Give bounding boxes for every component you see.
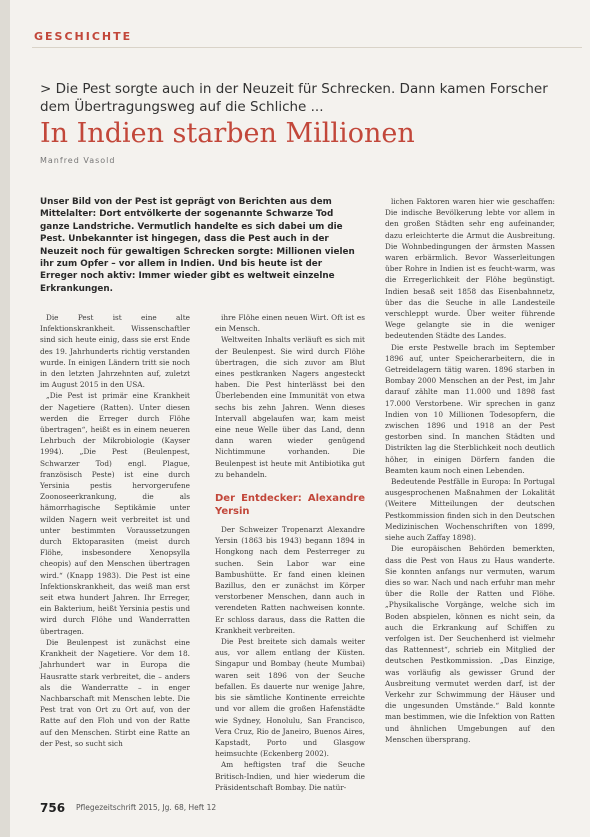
paragraph: Die Pest breitete sich damals weiter aus, vor allem entlang der Küsten. Singapur und Bombay (heute Mumbai) waren seit 1896 von der Seuche befallen. Es dauerte nur wenige Jahre, bis sie sämtliche Kontinente erreichte und vor allem die großen Hafenstädte wie Sydney, Honolulu, San Francisco, Vera Cruz, Rio de Janeiro, Buenos Aires, Kapstadt, Porto und Glasgow heimsuchte (Eckenberg 2002). — [215, 637, 365, 759]
lead-paragraph: Unser Bild von der Pest ist geprägt von Berichten aus dem Mittelalter: Dort entvölkerte der sogenannte Schwarze Tod ganze Landstriche. Vermutlich handelte es sich dabei um die Pest. Unbekannter ist hingegen, dass die Pest auch in der Neuzeit noch für gewaltigen Schrecken sorgte: Millionen vielen ihr zum Opfer – vor allem in Indien. Und bis heute ist der Erreger noch aktiv: Immer wieder gibt es weltweit einzelne Erkrankungen. — [40, 197, 355, 294]
paragraph: „Die Pest ist primär eine Krankheit der Nagetiere (Ratten). Unter diesen werden die Erreger durch Flöhe übertragen“, heißt es in einem neueren Lehrbuch der Mikrobiologie (Kayser 1994). „Die Pest (Beulenpest, Schwarzer Tod) engl. Plague, französisch Peste) ist eine durch Yersinia pestis hervorgerufene Zoonoseerkrankung, die als hämorrhagische Septikämie unter wilden Nagern weit verbreitet ist und unter bestimmten Voraussetzungen durch Ektoparasiten (meist durch Flöhe, insbesondere Xenopsylla cheopis) auf den Menschen übertragen wird.“ (Knapp 1983). Die Pest ist eine Infektionskrankheit, das weiß man erst seit etwa hundert Jahren. Ihr Erreger, ein Bakterium, heißt Yersinia pestis und wird durch Flöhe und Wanderratten übertragen. — [40, 391, 190, 636]
page-footer — [40, 801, 560, 817]
paragraph: Bedeutende Pestfälle in Europa: In Portugal ausgesprochenen Maßnahmen der Lokalität (Weitere Mitteilungen der deutschen Pestkommission finden sich in den Deutschen Medizinischen Wochenschriften von 1899, siehe auch Zaffay 1898). — [385, 477, 555, 543]
body-column-2 — [215, 312, 365, 793]
body-column-3 — [385, 196, 555, 745]
article-headline: In Indien starben Millionen — [40, 118, 415, 149]
page-gutter — [0, 0, 10, 837]
subheading: Der Entdecker: Alexandre Yersin — [215, 493, 365, 518]
footer-source: Pflegezeitschrift 2015, Jg. 68, Heft 12 — [76, 803, 217, 812]
teaser-text: > Die Pest sorgte auch in der Neuzeit für Schrecken. Dann kamen Forscher dem Übertragungsweg auf die Schliche ... — [40, 81, 548, 115]
section-label: GESCHICHTE — [34, 30, 133, 43]
paragraph: Der Schweizer Tropenarzt Alexandre Yersin (1863 bis 1943) begann 1894 in Hongkong nach dem Pesterreger zu suchen. Sein Labor war eine Bambushütte. Er fand einen kleinen Bazillus, den er zunächst im Körper verstorbener Menschen, dann auch in verendeten Ratten nachweisen konnte. Er schloss daraus, dass die Ratten die Krankheit verbreiten. — [215, 525, 365, 635]
body-column-1 — [40, 312, 190, 749]
paragraph: Die europäischen Behörden bemerkten, dass die Pest von Haus zu Haus wanderte. Sie konnten anfangs nur vermuten, warum dies so war. Nach und nach erfuhr man mehr über die Rolle der Ratten und Flöhe. „Physikalische Vorgänge, welche sich im Boden abspielen, können es nicht sein, da auch die Erkrankung auf Schiffen zu verfolgen ist. Der Seuchenherd ist vielmehr das Rattennest“, schrieb ein Mitglied der deutschen Pestkommission. „Das Einzige, was vorläufig als gewisser Grund der Ausbreitung vermutet werden darf, ist der Verkehr zur Schwimmung der Häuser und die ungesunden Umstände.“ Bald konnte man bestimmen, wie die Infektion von Ratten und ähnlichen Umgebungen auf den Menschen übersprang. — [385, 544, 555, 744]
paragraph: Weltweiten Inhalts verläuft es sich mit der Beulenpest. Sie wird durch Flöhe übertragen, die sich zuvor am Blut eines pestkranken Nagers angesteckt haben. Die Pest hinterlässt bei den Überlebenden eine Immunität von etwa sechs bis zehn Jahren. Wenn dieses Intervall abgelaufen war, kam meist eine neue Welle über das Land, denn dann waren wieder genügend Nichtimmune vorhanden. Die Beulenpest ist heute mit Antibiotika gut zu behandeln. — [215, 335, 365, 479]
paragraph: Die erste Pestwelle brach im September 1896 auf, unter Speicherarbeitern, die in Getreidelagern tätig waren. 1896 starben in Bombay 2000 Menschen an der Pest, im Jahr darauf zählte man 11.000 und 1898 fast 17.000 Verstorbene. Wir sprechen in ganz Indien von 10 Millionen Todesopfern, die zwischen 1896 und 1918 an der Pest gestorben sind. In manchen Städten und Distrikten lag die Sterblichkeit noch deutlich höher, in einigen Dörfern fanden die Beamten kaum noch einen Lebenden. — [385, 342, 555, 475]
paragraph: ihre Flöhe einen neuen Wirt. Oft ist es ein Mensch. — [215, 313, 365, 334]
page-number: 756 — [40, 801, 66, 815]
paragraph: Die Pest ist eine alte Infektionskrankheit. Wissenschaftler sind sich heute einig, dass sie erst Ende des 19. Jahrhunderts richtig verstanden wurde. In einigen Ländern tritt sie noch in den letzten Jahrzehnten auf, zuletzt im August 2015 in den USA. — [40, 313, 190, 390]
paragraph: lichen Faktoren waren hier wie geschaffen: Die indische Bevölkerung lebte vor allem in den großen Städten sehr eng aufeinander, dazu erleichterte die Armut die Ausbreitung. Die Wohnbedingungen der ärmsten Massen waren erbärmlich. Bevor Wasserleitungen über Rohre in Indien ist es feucht-warm, was die Erregerlichkeit der Flöhe begünstigt. Indien besaß seit 1858 das Eisenbahnnetz, über das die Seuche in alle Landesteile verschleppt wurde. Über weiter führende Wege gelangte sie in die weniger bedeutenden Städte des Landes. — [385, 197, 555, 341]
paragraph: Die Beulenpest ist zunächst eine Krankheit der Nagetiere. Vor dem 18. Jahrhundert war in Europa die Hausratte stark verbreitet, die – anders als die Wanderratte – in enger Nachbarschaft mit Menschen lebte. Die Pest trat von Ort zu Ort auf, von der Ratte auf den Floh und von der Ratte auf den Menschen. Stirbt eine Ratte an der Pest, so sucht sich — [40, 637, 190, 748]
author-byline: Manfred Vasold — [40, 156, 116, 165]
section-bar — [32, 28, 582, 48]
paragraph: Am heftigsten traf die Seuche Britisch-Indien, und hier wiederum die Präsidentschaft Bombay. Die natür- — [215, 760, 365, 792]
